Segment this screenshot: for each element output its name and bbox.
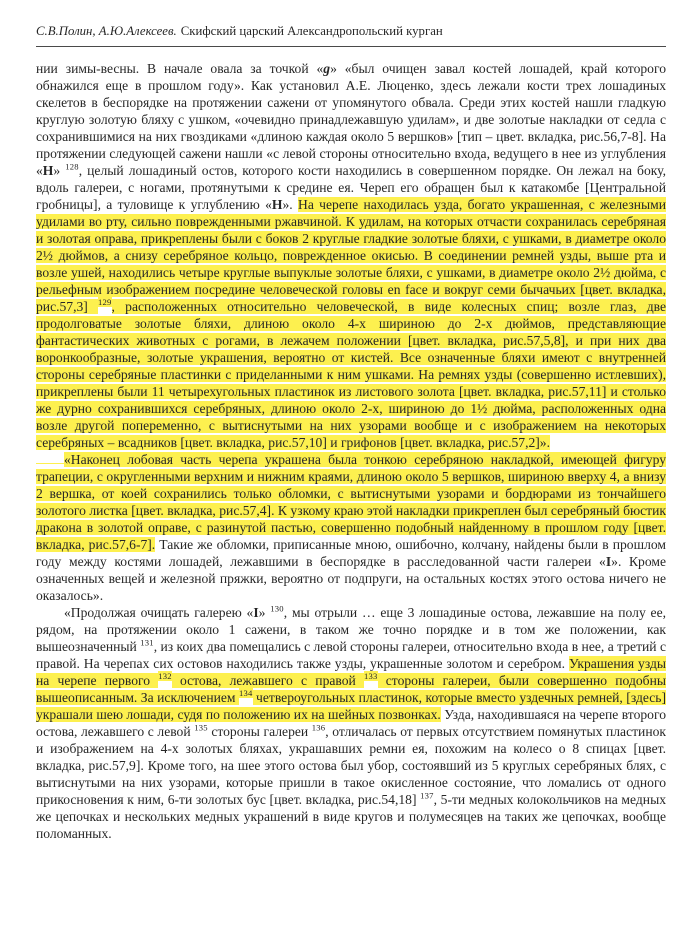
- highlighted-text: стороны галереи, были совершенно подобны вышеописанным. За исключением: [36, 673, 667, 705]
- body-text: I: [253, 605, 259, 620]
- paragraph-indent: [36, 616, 64, 617]
- footnote-ref: 132: [158, 671, 172, 682]
- header-book-title: Скифский царский Александропольский курган: [180, 24, 443, 38]
- body-text: Такие же обломки, приписанные мною, ошибочно, колчану, найдены были в прошлом году между костями лошадей, лежавшими в беспорядке в расследованной части галереи «: [36, 537, 666, 569]
- body-text: ». Кроме означенных вещей и железной пряжки, вероятно от подпруги, на остальных костях этого остова ничего не оказалось».: [36, 554, 666, 603]
- body-text: , целый лошадиный остов, которого кости находились в совершенном порядке. Он лежал на боку, вдоль галереи, с ногами, протянутыми к средине ея. Череп его обращен был к катакомбе [Центральной гробницы], а туловище к углублению «: [36, 163, 666, 212]
- body-text: Н: [42, 163, 54, 178]
- body-text: , из коих два помещались с левой стороны галереи, относительно входа в нее, а третий с правой. На черепах сих остовов находились также узды, украшенные золотом и серебром.: [36, 639, 666, 671]
- paragraph: [36, 60, 666, 451]
- footnote-ref: 137: [420, 790, 434, 801]
- body-text: Н: [271, 197, 283, 212]
- body-text: , отличалась от первых отсутствием помянутых пластинок и изображением на 4-х золотых бляхах, украшавших ремни ея, похожим на колесо о 8 спицах [цвет. вкладка, рис.57,9]. Кроме того, на шее этого остова был убор, состоявший из 5 круглых серебряных блях, с вытиснутыми на них узорами, которые пришли в такое окисленное состояние, что ломались от одного прикосновения к ним, 6-ти золотых бус [цвет. вкладка, рис.54,18]: [36, 724, 666, 807]
- body-text: g: [323, 61, 331, 76]
- body-text: ».: [282, 197, 298, 212]
- paragraph: [36, 604, 666, 842]
- running-header: [36, 24, 666, 47]
- footnote-ref: 130: [270, 603, 284, 614]
- paragraph: [36, 451, 666, 604]
- body-text: I: [605, 554, 612, 569]
- document-body: [36, 60, 666, 842]
- body-text: , 5-ти медных колокольчиков на медных же цепочках и нескольких медных украшений в виде кругов и полумесяцев на таких же цепочках, вообще поломанных.: [36, 792, 666, 841]
- header-authors: С.В.Полин, А.Ю.Алексеев.: [36, 24, 177, 38]
- paragraph-indent: [36, 463, 64, 464]
- highlighted-text: «Наконец лобовая часть черепа украшена была тонкою серебряною накладкой, имеющей фигуру трапеции, с округленными верхним и нижним краями, длиною около 5 вершков, шириною вверху 4, а внизу 2 вершка, от коей сохранились только обломки, с вытиснутыми узорами и бордюрами из тончайшего золотого листка [цвет. вкладка, рис.57,4]. К узкому краю этой накладки прикреплен был серебряный бюстик дракона в золотой оправе, с разинутой пастью, совершенно подобный найденному в прошлом году [цвет. вкладка, рис.57,6-7].: [36, 452, 666, 552]
- body-text: , мы отрыли … еще 3 лошадиные остова, лежавшие на полу ее, рядом, на протяжении около 1 сажени, в таком же точно порядке и в том же положении, как вышеозначенный: [36, 605, 666, 654]
- footnote-ref: 131: [140, 637, 154, 648]
- body-text: Узда, находившаяся на черепе второго остова, лежавшего с левой: [36, 707, 666, 739]
- body-text: стороны галереи: [207, 724, 312, 739]
- highlighted-text: Украшения узды на черепе первого: [36, 656, 667, 688]
- footnote-ref: 133: [364, 671, 378, 682]
- footnote-ref: 134: [239, 688, 253, 699]
- body-text: нии зимы-весны. В начале овала за точкой «: [36, 61, 324, 76]
- footnote-ref: 128: [65, 161, 79, 172]
- body-text: «Продолжая очищать галерею «: [64, 605, 254, 620]
- body-text: » «был очищен завал костей лошадей, край которого обнажился еще в прошлом году». Как установил А.Е. Люценко, здесь лежали кости трех лошадиных скелетов в беспорядке на протяжении сажени от упомянутого обвала. Среди этих костей нашли гладкую круглую золотую бляху с ушком, «очевидно принадлежавшую удилам», и две золотые накладки от седла с сохранившимися на них гвоздиками «длиною каждая около 5 вершков» [тип – цвет. вкладка, рис.56,7-8]. На протяжении следующей сажени нашли «с левой стороны относительно входа, ведущего в нее из углубления «: [36, 61, 666, 178]
- highlighted-text: четвероугольных пластинок, которые вместо уздечных ремней, [здесь] украшали шею лошади, судя по положению их на шейных позвонках.: [36, 690, 666, 722]
- highlighted-text: остова, лежавшего с правой: [171, 673, 365, 688]
- footnote-ref: 135: [194, 722, 208, 733]
- highlighted-text: На черепе находилась узда, богато украшенная, с железными удилами во рту, сильно поврежденными ржавчиной. К удилам, на которых отчасти сохранилась серебряная и золотая оправа, прикреплены были с боков 2 круглые гладкие золотые бляхи, с ушками, в диаметре около 2½ дюймов, а снизу серебряное кольцо, поврежденное окисью. В соединении ремней узды, выше рта и возле ушей, находились четыре круглые выпуклые золотые бляхи, с ушками, в диаметре около 2½ дюйма, с рельефным изображением посредине человеческой головы en face и вокруг семи бычачьих [цвет. вкладка, рис.57,3]: [36, 197, 666, 314]
- footnote-ref: 129: [98, 297, 112, 308]
- footnote-ref: 136: [311, 722, 326, 733]
- highlighted-text: , расположенных относительно человеческой, в виде колесных спиц; возле глаз, две продолговатые золотые бляхи, длиною около 4-х шириною до 2-х дюймов, представляющие фантастических животных с рогами, в лежачем положении [цвет. вкладка, рис.57,5,8], и при них два воронкообразные, золотые украшения, вероятно от кистей. Все означенные бляхи имеют с внутренней стороны серебряные пластинки с приделанными к ним ушками. На ремнях узды (совершенно истлевших), прикреплены были 11 четырехугольных пластинок из листового золота [цвет. вкладка, рис.57,11] и столько же дурно сохранившихся серебряных, длиною около 2-х, шириною до 1½ дюйма, расположенных одна возле другой попеременно, с вытиснутыми на них узорами вообще и с изображением на некоторых серебряных – всадников [цвет. вкладка, рис.57,10] и грифонов [цвет. вкладка, рис.57,2]».: [36, 299, 666, 450]
- body-text: »: [53, 163, 66, 178]
- body-text: »: [258, 605, 271, 620]
